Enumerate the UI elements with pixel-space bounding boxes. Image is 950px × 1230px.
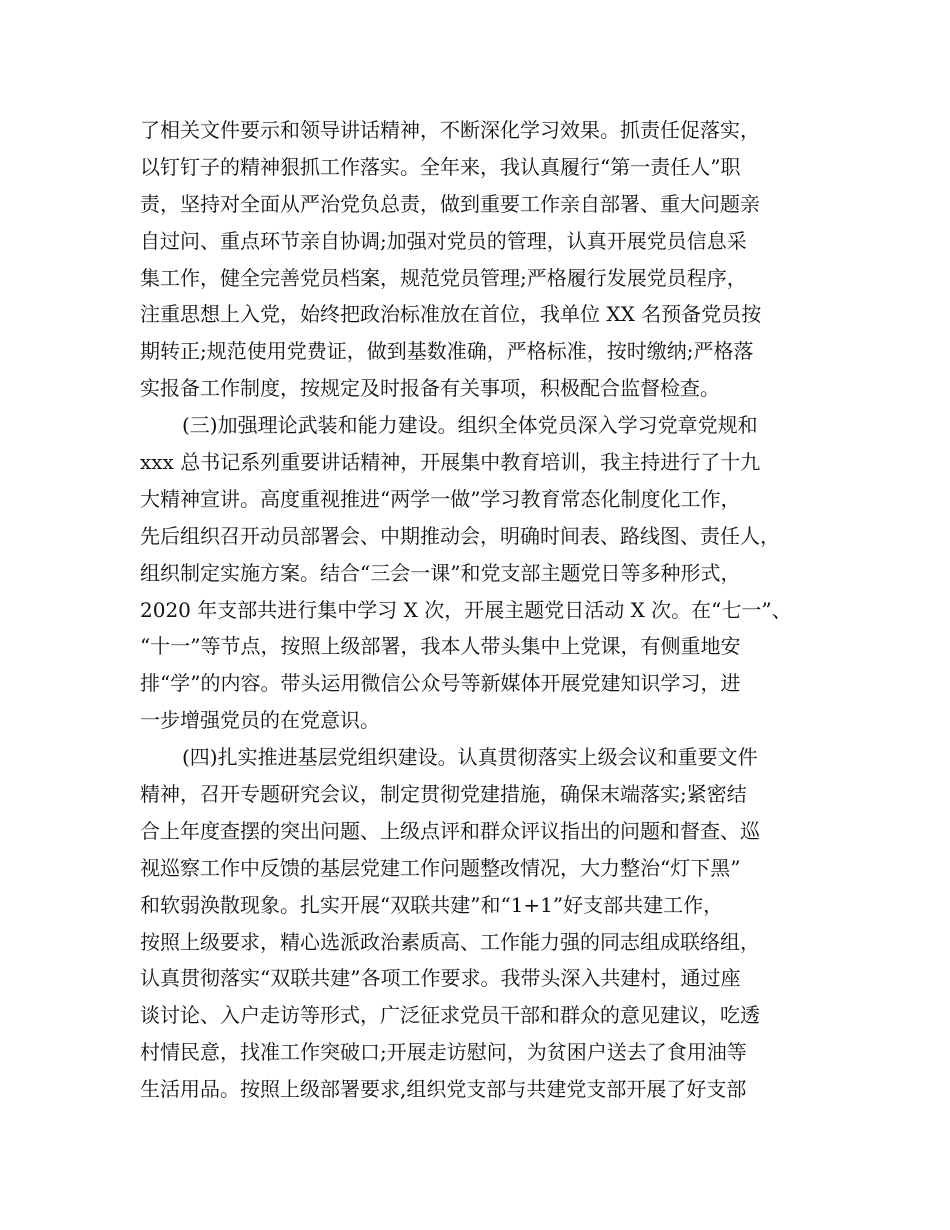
section-heading-line: (四)扎实推进基层党组织建设。认真贯彻落实上级会议和重要文件 [182, 745, 758, 770]
text-line: 精神，召开专题研究会议，制定贯彻党建措施，确保末端落实;紧密结 [140, 782, 747, 807]
text-line: 合上年度查摆的突出问题、上级点评和群众评议指出的问题和督查、巡 [140, 818, 760, 843]
text-line: 一步增强党员的在党意识。 [140, 708, 380, 733]
text-line: 注重思想上入党，始终把政治标准放在首位，我单位 XX 名预备党员按 [140, 302, 762, 327]
text-line: 视巡察工作中反馈的基层党建工作问题整改情况，大力整治“灯下黑” [140, 855, 741, 880]
text-line: xxx 总书记系列重要讲话精神，开展集中教育培训，我主持进行了十九 [140, 450, 761, 475]
text-line: 按照上级要求，精心选派政治素质高、工作能力强的同志组成联络组， [140, 929, 760, 954]
text-line: 2020 年支部共进行集中学习 X 次，开展主题党日活动 X 次。在“七一”、 [140, 597, 792, 622]
text-line: 实报备工作制度，按规定及时报备有关事项，积极配合监督检查。 [140, 376, 720, 401]
section-heading-line: (三)加强理论武装和能力建设。组织全体党员深入学习党章党规和 [182, 413, 758, 438]
text-line: 先后组织召开动员部署会、中期推动会，明确时间表、路线图、责任人， [140, 523, 780, 548]
document-body [140, 112, 820, 1108]
text-line: 集工作，健全完善党员档案，规范党员管理;严格履行发展党员程序， [140, 265, 747, 290]
text-line: 了相关文件要示和领导讲话精神，不断深化学习效果。抓责任促落实， [140, 118, 760, 142]
text-line: 谈讨论、入户走访等形式，广泛征求党员干部和群众的意见建议，吃透 [140, 1003, 760, 1028]
text-line: 排“学”的内容。带头运用微信公众号等新媒体开展党建知识学习，进 [140, 671, 741, 696]
text-line: 期转正;规范使用党费证，做到基数准确，严格标准，按时缴纳;严格落 [140, 339, 754, 364]
text-line: 生活用品。按照上级部署要求,组织党支部与共建党支部开展了好支部 [140, 1077, 747, 1102]
text-line: 和软弱涣散现象。扎实开展“双联共建”和“1+1”好支部共建工作， [140, 892, 724, 917]
text-line: 村情民意，找准工作突破口;开展走访慰问，为贫困户送去了食用油等 [140, 1040, 747, 1065]
text-line: 自过问、重点环节亲自协调;加强对党员的管理，认真开展党员信息采 [140, 228, 747, 253]
text-line: 组织制定实施方案。结合“三会一课”和党支部主题党日等多种形式， [140, 560, 741, 585]
text-line: 以钉钉子的精神狠抓工作落实。全年来，我认真履行“第一责任人”职 [140, 154, 741, 179]
text-line: 责，坚持对全面从严治党负总责，做到重要工作亲自部署、重大问题亲 [140, 191, 760, 216]
text-line: 大精神宣讲。高度重视推进“两学一做”学习教育常态化制度化工作， [140, 486, 741, 511]
text-line: 认真贯彻落实“双联共建”各项工作要求。我带头深入共建村，通过座 [140, 966, 741, 991]
text-line: “十一”等节点，按照上级部署，我本人带头集中上党课，有侧重地安 [140, 634, 741, 659]
